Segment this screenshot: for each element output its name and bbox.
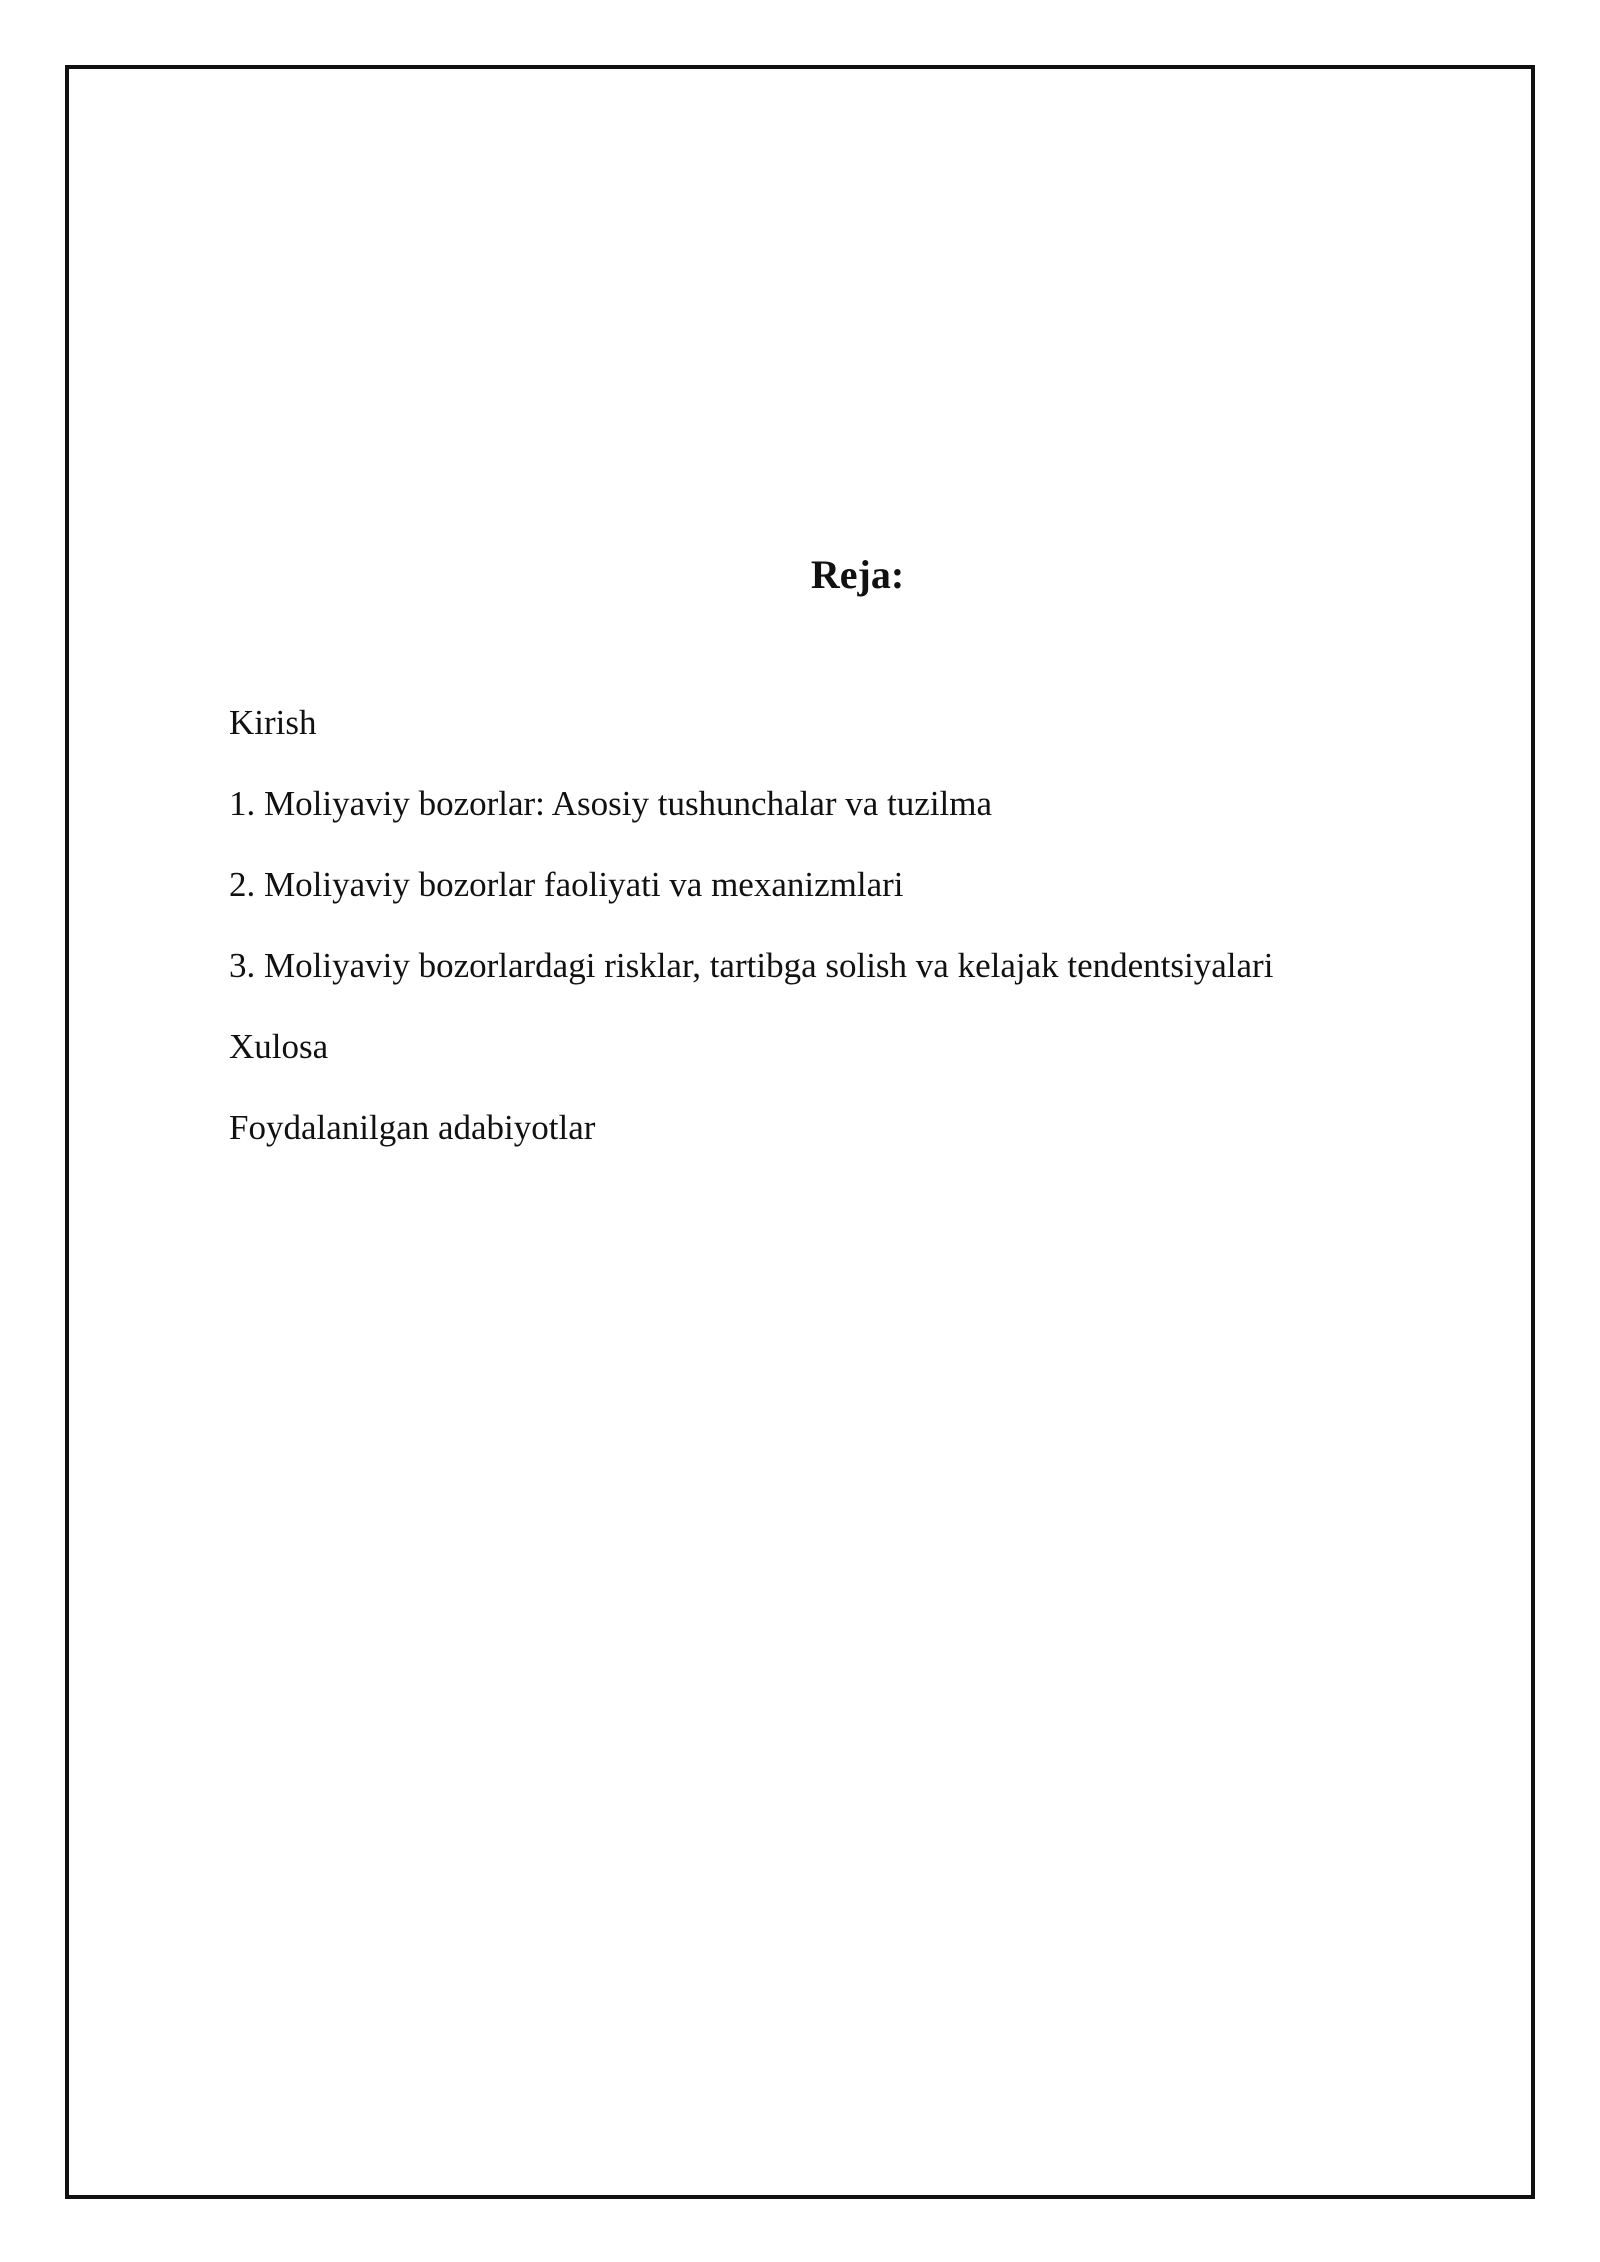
plan-item-references: Foydalanilgan adabiyotlar [229,1108,596,1147]
plan-item-chapter-3: 3. Moliyaviy bozorlardagi risklar, tartibga solish va kelajak tendentsiyalari [229,946,1274,985]
plan-item-chapter-1: 1. Moliyaviy bozorlar: Asosiy tushunchalar va tuzilma [229,784,993,823]
plan-list [229,699,1273,1185]
plan-item-chapter-2: 2. Moliyaviy bozorlar faoliyati va mexanizmlari [229,865,904,904]
plan-item-introduction: Kirish [229,703,317,742]
plan-title: Reja: [810,552,905,597]
plan-item-conclusion: Xulosa [229,1027,329,1066]
